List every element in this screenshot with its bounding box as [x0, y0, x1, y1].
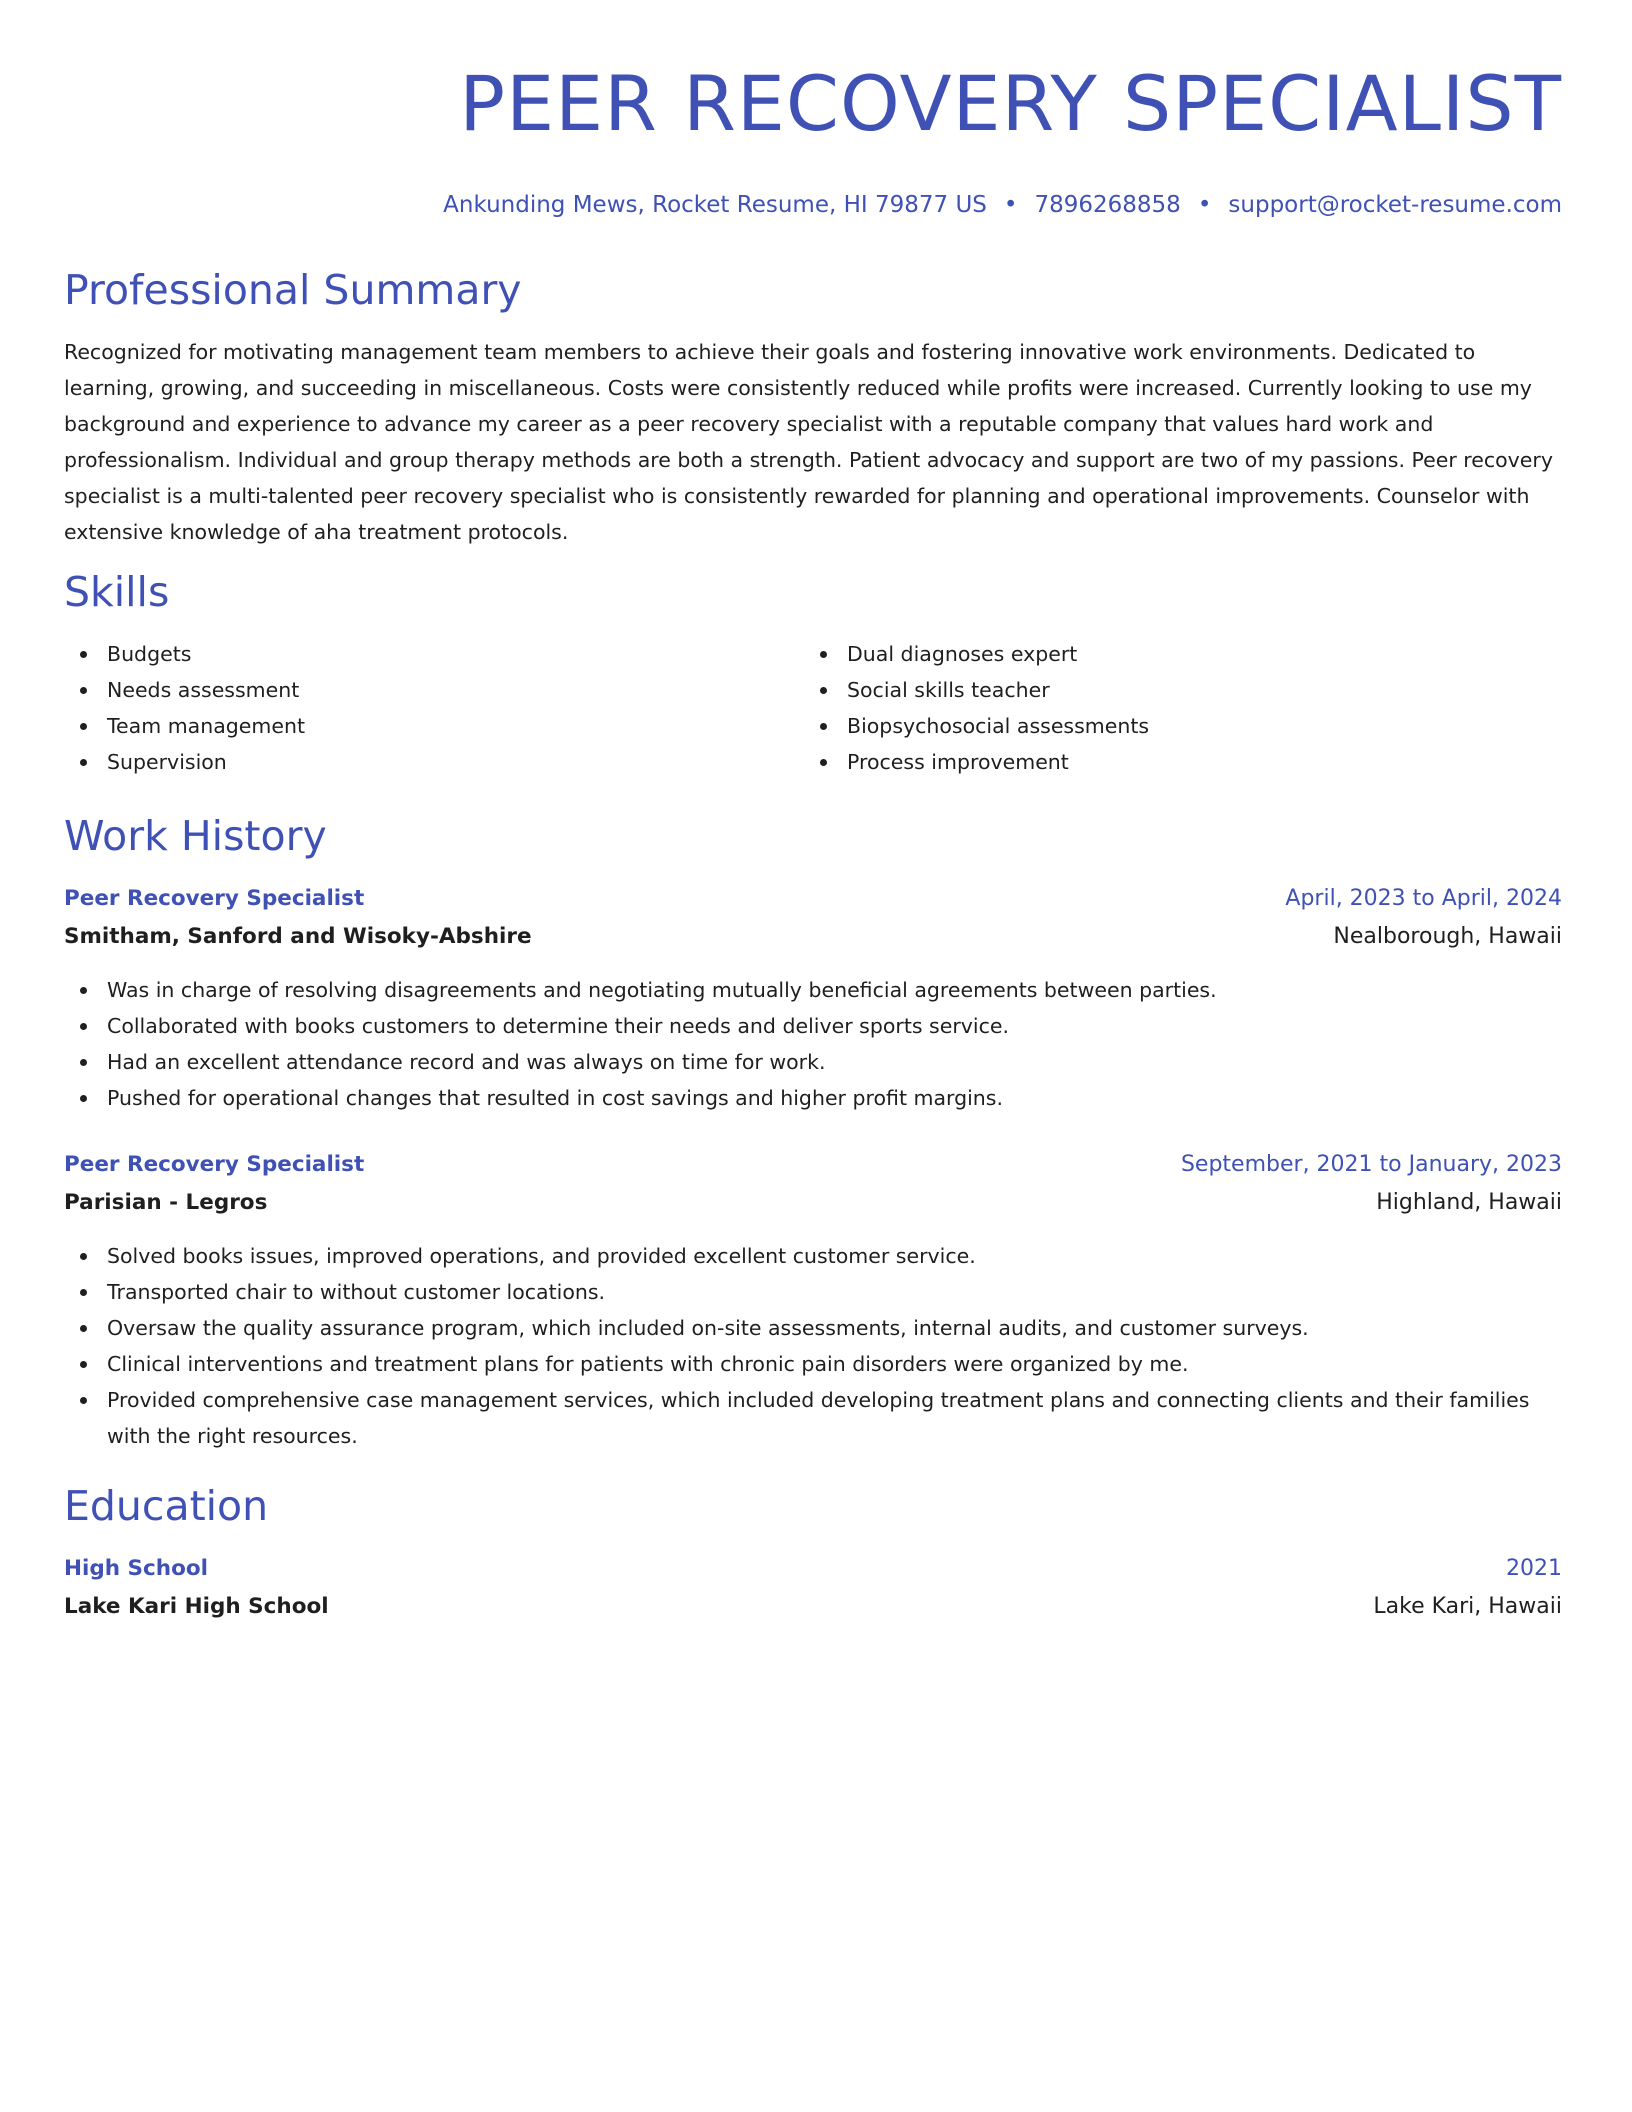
skill-item: Process improvement [804, 744, 1544, 780]
job-dates: April, 2023 to April, 2024 [1285, 886, 1562, 911]
resume-title: PEER RECOVERY SPECIALIST [459, 59, 1562, 148]
job-entry [64, 880, 1562, 1116]
job-dates: September, 2021 to January, 2023 [1180, 1152, 1562, 1177]
summary-heading: Professional Summary [64, 266, 522, 314]
skill-item: Social skills teacher [804, 672, 1544, 708]
job-header [64, 880, 1562, 918]
contact-phone: 7896268858 [1034, 192, 1181, 218]
duty-item: Solved books issues, improved operations, and provided excellent customer service. [64, 1238, 1562, 1274]
education-header [64, 1550, 1562, 1588]
job-subheader [64, 918, 1562, 956]
job-title: Peer Recovery Specialist [64, 1152, 365, 1177]
contact-line [64, 190, 1562, 220]
education-entry [64, 1550, 1562, 1626]
job-duties [64, 972, 1562, 1116]
education-location: Lake Kari, Hawaii [1373, 1594, 1562, 1619]
summary-text: Recognized for motivating management team members to achieve their goals and fostering innovative work environments. Dedicated to learning, growing, and succeeding in miscellaneous. Costs were consistently reduced while profits were increased. Currently looking to use my background and experience to advance my career as a peer recovery specialist with a reputable company that values hard work and professionalism. Individual and group therapy methods are both a strength. Patient advocacy and support are two of my passions. Peer recovery specialist is a multi-talented peer recovery specialist who is consistently rewarded for planning and operational improvements. Counselor with extensive knowledge of aha treatment protocols. [64, 340, 1553, 544]
duty-item: Clinical interventions and treatment plans for patients with chronic pain disorders were organized by me. [64, 1346, 1562, 1382]
skill-item: Budgets [64, 636, 804, 672]
duty-item: Oversaw the quality assurance program, which included on-site assessments, internal audits, and customer surveys. [64, 1310, 1562, 1346]
contact-separator: • [1197, 192, 1212, 218]
job-entry [64, 1146, 1562, 1454]
job-employer: Smitham, Sanford and Wisoky-Abshire [64, 924, 532, 949]
skill-item: Biopsychosocial assessments [804, 708, 1544, 744]
education-heading: Education [64, 1482, 269, 1530]
education-subheader [64, 1588, 1562, 1626]
skill-item: Team management [64, 708, 804, 744]
contact-separator: • [1003, 192, 1018, 218]
duty-item: Pushed for operational changes that resulted in cost savings and higher profit margins. [64, 1080, 1562, 1116]
education-degree: High School [64, 1556, 208, 1581]
job-duties [64, 1238, 1562, 1454]
contact-email: support@rocket-resume.com [1228, 192, 1562, 218]
job-subheader [64, 1184, 1562, 1222]
education-school: Lake Kari High School [64, 1594, 329, 1619]
contact-address: Ankunding Mews, Rocket Resume, HI 79877 US [443, 192, 987, 218]
job-location: Highland, Hawaii [1376, 1190, 1562, 1215]
skill-item: Needs assessment [64, 672, 804, 708]
skills-list [64, 636, 1562, 780]
duty-item: Collaborated with books customers to determine their needs and deliver sports service. [64, 1008, 1562, 1044]
job-location: Nealborough, Hawaii [1333, 924, 1562, 949]
work-history-heading: Work History [64, 812, 327, 860]
skills-column-left [64, 636, 804, 780]
duty-item: Provided comprehensive case management services, which included developing treatment plans and connecting clients and their families with the right resources. [64, 1382, 1562, 1454]
duty-item: Had an excellent attendance record and was always on time for work. [64, 1044, 1562, 1080]
skills-column-right [804, 636, 1544, 780]
skills-heading: Skills [64, 568, 170, 616]
resume-page [64, 0, 1562, 1626]
job-title: Peer Recovery Specialist [64, 886, 365, 911]
skill-item: Dual diagnoses expert [804, 636, 1544, 672]
skill-item: Supervision [64, 744, 804, 780]
duty-item: Was in charge of resolving disagreements and negotiating mutually beneficial agreements between parties. [64, 972, 1562, 1008]
duty-item: Transported chair to without customer locations. [64, 1274, 1562, 1310]
job-header [64, 1146, 1562, 1184]
job-employer: Parisian - Legros [64, 1190, 268, 1215]
education-year: 2021 [1506, 1556, 1562, 1581]
